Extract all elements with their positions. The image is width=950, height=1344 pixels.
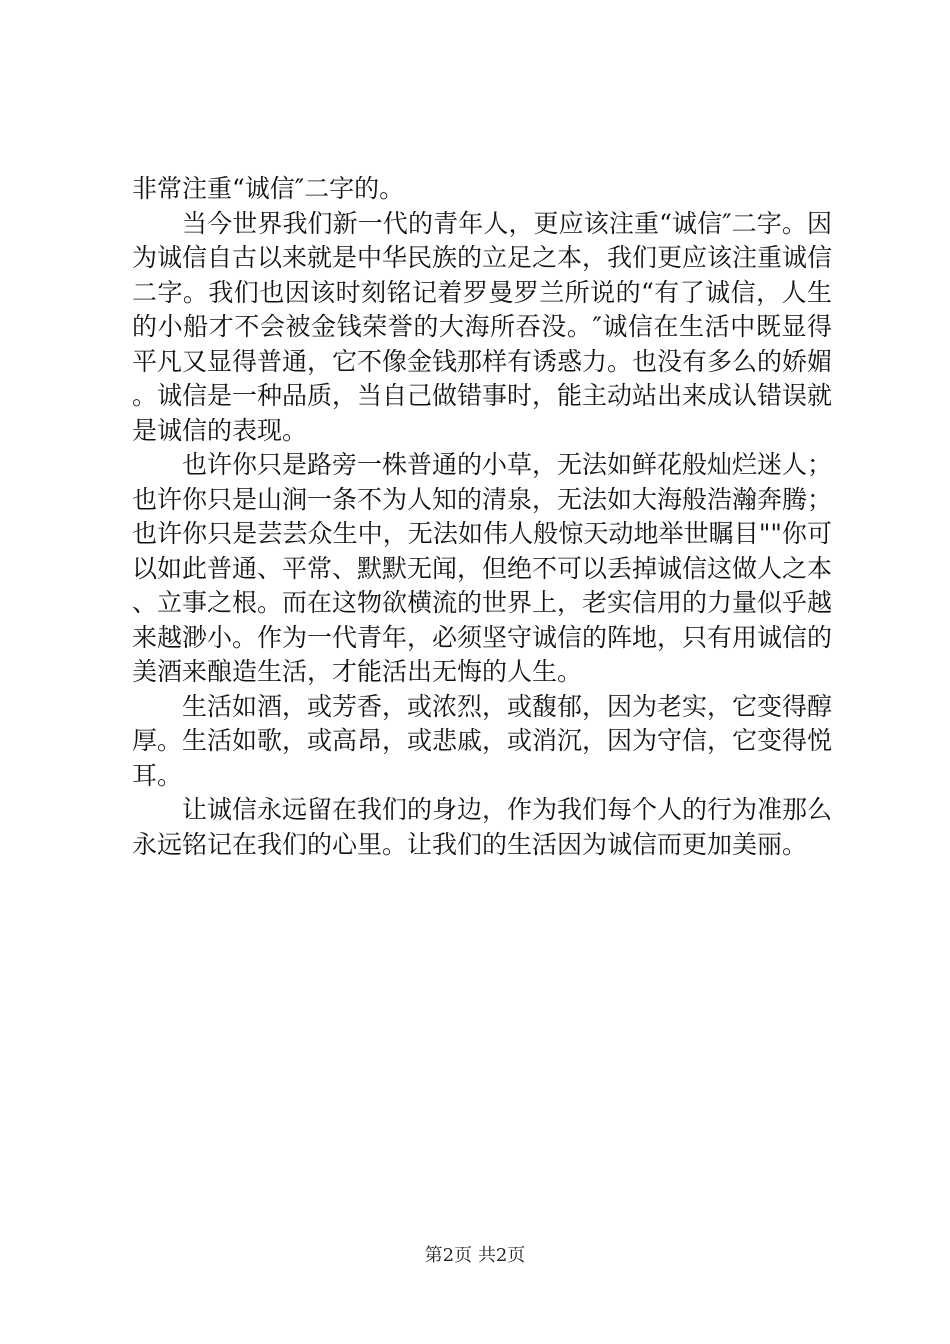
paragraph-3: 也许你只是路旁一株普通的小草，无法如鲜花般灿烂迷人；也许你只是山涧一条不为人知的清泉，无法如大海般浩瀚奔腾；也许你只是芸芸众生中，无法如伟人般惊天动地举世瞩目""你可以如此普通、平常、默默无闻，但绝不可以丢掉诚信这做人之本、立事之根。而在这物欲横流的世界上，老实信用的力量似乎越来越渺小。作为一代青年，必须坚守诚信的阵地，只有用诚信的美酒来酿造生活，才能活出无悔的人生。 [132, 450, 833, 686]
paragraph-1: 非常注重“诚信″二字的。 [132, 174, 405, 203]
document-body [132, 172, 832, 862]
page-number-footer: 第2页 共2页 [424, 1245, 526, 1266]
paragraph-4: 生活如酒，或芳香，或浓烈，或馥郁，因为老实，它变得醇厚。生活如歌，或高昂，或悲戚，或消沉，因为守信，它变得悦耳。 [132, 691, 833, 790]
paragraph-2: 当今世界我们新一代的青年人，更应该注重“诚信″二字。因为诚信自古以来就是中华民族的立足之本，我们更应该注重诚信二字。我们也因该时刻铭记着罗曼罗兰所说的“有了诚信，人生的小船才不会被金钱荣誉的大海所吞没。″诚信在生活中既显得平凡又显得普通，它不像金钱那样有诱惑力。也没有多么的娇媚。诚信是一种品质，当自己做错事时，能主动站出来成认错误就是诚信的表现。 [132, 208, 833, 445]
paragraph-5: 让诚信永远留在我们的身边，作为我们每个人的行为准那么永远铭记在我们的心里。让我们的生活因为诚信而更加美丽。 [132, 795, 833, 859]
